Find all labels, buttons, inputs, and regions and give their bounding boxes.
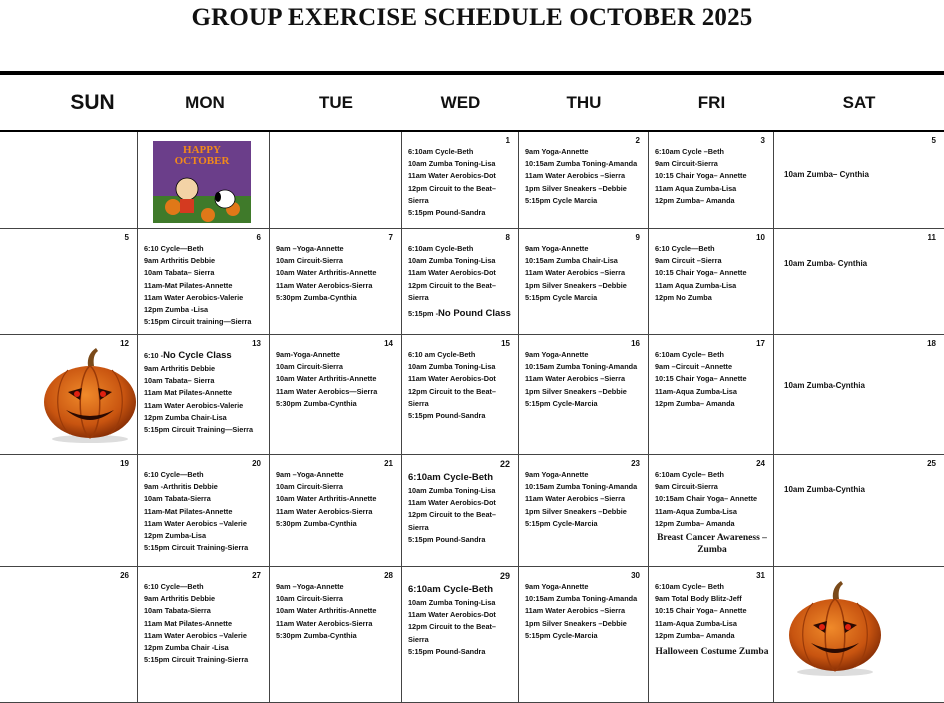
day-number: 6	[256, 233, 261, 242]
class-entry: 10am Tabata-Sierra	[144, 494, 211, 504]
day-number: 24	[756, 459, 765, 468]
class-entry: 11am Water Aerobics –Valerie	[144, 630, 247, 640]
class-entry: 9am Circuit –Sierra	[655, 256, 722, 266]
day-cell	[0, 455, 138, 567]
day-cell	[270, 455, 402, 567]
day-number: 17	[756, 339, 765, 348]
class-entry: 10am Water Arthritis-Annette	[276, 494, 377, 504]
class-entry: 11am Water Aerobics-Dot	[408, 268, 496, 278]
class-list	[408, 243, 514, 321]
class-entry: 5:30pm Zumba-Cynthia	[276, 292, 357, 302]
class-list	[525, 349, 644, 410]
day-cell	[0, 229, 138, 335]
class-entry: 11am Mat Pilates-Annette	[144, 388, 232, 398]
class-entry: 9am Yoga-Annette	[525, 582, 589, 591]
class-entry: Sierra	[408, 195, 429, 205]
class-entry: Sierra	[408, 292, 429, 302]
class-entry: 10am Zumba Toning-Lisa	[408, 362, 496, 372]
day-cell	[774, 132, 944, 229]
class-entry: 1pm Silver Sneakers –Debbie	[525, 506, 627, 516]
class-entry: 9am Circuit-Sierra	[655, 159, 718, 169]
class-entry: 12pm Zumba– Amanda	[655, 398, 735, 408]
class-entry: 10am Zumba-Cynthia	[784, 381, 865, 390]
day-number: 10	[756, 233, 765, 242]
class-entry: 5:15pm Cycle Marcia	[525, 195, 598, 205]
class-entry: 10am Zumba Toning-Lisa	[408, 486, 496, 495]
class-entry: 10am Circuit-Sierra	[276, 362, 343, 372]
day-cell	[0, 132, 138, 229]
pumpkin-icon	[40, 344, 140, 444]
class-entry: Sierra	[408, 634, 429, 644]
pumpkin-icon	[785, 577, 885, 677]
class-entry: 10:15am Zumba Toning-Amanda	[525, 482, 638, 492]
class-entry: 9am Yoga-Annette	[525, 350, 589, 359]
day-number: 12	[120, 339, 129, 348]
day-number: 8	[505, 233, 510, 242]
day-cell	[519, 567, 649, 703]
day-number: 1	[505, 136, 510, 145]
weekday-sat: SAT	[842, 93, 876, 112]
class-entry: 6:10am Cycle-Beth	[408, 244, 474, 253]
weekday-wed: WED	[440, 93, 481, 112]
class-entry: 1pm Silver Sneakers –Debbie	[525, 183, 627, 193]
class-entry: 5:15pm Circuit Training-Sierra	[144, 543, 249, 553]
class-entry: Sierra	[408, 522, 429, 532]
day-cell	[519, 455, 649, 567]
class-list	[144, 349, 265, 436]
class-time: 6:10 -	[144, 351, 164, 360]
class-entry: 10am Zumba- Cynthia	[784, 259, 868, 268]
day-cell	[649, 455, 774, 567]
day-number: 13	[252, 339, 261, 348]
day-number: 11	[927, 233, 936, 242]
class-entry: 6:10 Cycle—Beth	[144, 470, 204, 479]
class-entry: 11am Aqua Zumba-Lisa	[655, 183, 737, 193]
day-number: 21	[384, 459, 393, 468]
class-list	[276, 581, 397, 642]
class-entry: 5:15pm Circuit Training—Sierra	[144, 425, 254, 435]
day-cell	[774, 455, 944, 567]
class-entry: 11am-Aqua Zumba-Lisa	[655, 618, 737, 628]
class-entry: 10am Circuit-Sierra	[276, 594, 343, 604]
class-entry: 10am Zumba-Cynthia	[784, 485, 865, 494]
day-cell	[270, 335, 402, 455]
day-number: 3	[760, 136, 765, 145]
day-cell	[519, 229, 649, 335]
class-list	[655, 349, 769, 410]
class-entry: 10:15am Zumba Toning-Amanda	[525, 159, 638, 169]
day-cell	[138, 229, 270, 335]
class-entry: 9am Arthritis Debbie	[144, 594, 216, 604]
day-cell	[270, 229, 402, 335]
class-entry: 9am Yoga-Annette	[525, 147, 589, 156]
class-entry: 10:15am Zumba Toning-Amanda	[525, 362, 638, 372]
class-entry: 5:15pm Cycle-Marcia	[525, 398, 598, 408]
class-entry: 12pm Zumba– Amanda	[655, 195, 735, 205]
class-entry: 11am Water Aerobics –Sierra	[525, 171, 626, 181]
day-number: 2	[635, 136, 640, 145]
class-entry: 11am Water Aerobics—Sierra	[276, 386, 378, 396]
class-list	[408, 349, 514, 422]
day-number: 28	[384, 571, 393, 580]
class-entry: 9am -Arthritis Debbie	[144, 482, 218, 492]
weekday-sun: SUN	[70, 91, 115, 114]
class-entry: 12pm Circuit to the Beat–	[408, 386, 496, 396]
class-entry: 1pm Silver Sneakers –Debbie	[525, 386, 627, 396]
class-entry: 10am Water Arthritis-Annette	[276, 606, 377, 616]
day-number: 29	[499, 571, 510, 581]
day-number: 25	[927, 459, 936, 468]
class-entry: 11am Mat Pilates-Annette	[144, 618, 232, 628]
class-entry: 11am Water Aerobics –Sierra	[525, 606, 626, 616]
day-cell	[519, 132, 649, 229]
page-title: GROUP EXERCISE SCHEDULE OCTOBER 2025	[191, 4, 753, 31]
class-entry: 6:10 Cycle—Beth	[144, 582, 204, 591]
class-list	[655, 469, 769, 556]
class-entry: 11am Water Aerobics-Sierra	[276, 280, 373, 290]
day-number: 5	[124, 233, 129, 242]
class-list	[144, 469, 265, 554]
class-entry: 6:10am Cycle-Beth	[408, 147, 474, 156]
class-entry: 11am Water Aerobics-Valerie	[144, 400, 244, 410]
weekday-thu: THU	[566, 93, 602, 112]
class-entry: 11am Water Aerobics –Sierra	[525, 268, 626, 278]
day-cell	[138, 455, 270, 567]
class-entry: 6:10am Cycle– Beth	[655, 470, 724, 479]
day-number: 20	[252, 459, 261, 468]
class-entry: 12pm Circuit to the Beat–	[408, 280, 496, 290]
class-entry: 5:15pm Cycle-Marcia	[525, 518, 598, 528]
day-cell	[519, 335, 649, 455]
class-entry: Sierra	[408, 398, 429, 408]
class-entry: 10am Zumba Toning-Lisa	[408, 159, 496, 169]
class-entry: 11am Water Aerobics-Dot	[408, 610, 496, 620]
weekday-header	[0, 76, 944, 130]
class-list	[276, 469, 397, 530]
class-list	[276, 243, 397, 304]
class-entry: 9am –Yoga-Annette	[276, 470, 344, 479]
class-entry: 10am Tabata-Sierra	[144, 606, 211, 616]
class-list	[525, 146, 644, 207]
class-entry: 9am Arthritis Debbie	[144, 256, 216, 266]
day-number: 31	[756, 571, 765, 580]
class-entry: 10am Water Arthritis-Annette	[276, 374, 377, 384]
special-event-note: Breast Cancer Awareness –Zumba	[657, 533, 767, 556]
special-event-note: Halloween Costume Zumba	[655, 647, 769, 658]
calendar-grid	[0, 132, 944, 703]
class-entry: 12pm Zumba Chair -Lisa	[144, 643, 229, 653]
day-cell	[402, 229, 519, 335]
class-entry: 5:15pm Cycle-Marcia	[525, 630, 598, 640]
day-cell	[402, 132, 519, 229]
class-list	[525, 581, 644, 642]
day-cell	[649, 132, 774, 229]
class-entry: 12pm Zumba-Lisa	[144, 531, 207, 541]
class-entry: 11am Water Aerobics-Dot	[408, 171, 496, 181]
class-entry: 12pm Zumba Chair-Lisa	[144, 412, 227, 422]
day-number: 27	[252, 571, 261, 580]
day-cell	[138, 335, 270, 455]
class-entry: 5:15pm Cycle Marcia	[525, 292, 598, 302]
class-entry: 12pm Zumba– Amanda	[655, 518, 735, 528]
class-entry	[144, 349, 265, 363]
day-number: 15	[501, 339, 510, 348]
class-entry: 9am Circuit-Sierra	[655, 482, 718, 492]
day-number: 16	[631, 339, 640, 348]
class-entry: 11am Water Aerobics-Valerie	[144, 292, 244, 302]
class-time: 5:15pm -	[408, 309, 439, 319]
happy-october-text: OCTOBER	[174, 155, 230, 167]
class-list	[408, 583, 514, 658]
class-entry: 11am Water Aerobics –Valerie	[144, 518, 247, 528]
class-entry: 5:30pm Zumba-Cynthia	[276, 630, 357, 640]
weekday-tue: TUE	[319, 93, 353, 112]
class-list	[655, 243, 769, 304]
day-cell	[402, 567, 519, 703]
cancel-notice: No Pound Class	[438, 308, 511, 320]
class-entry: 6:10am Cycle –Beth	[655, 147, 724, 156]
class-entry: 1pm Silver Sneakers –Debbie	[525, 280, 627, 290]
class-entry: 11am Water Aerobics-Sierra	[276, 618, 373, 628]
class-entry: 10am Tabata– Sierra	[144, 376, 215, 386]
class-entry: 9am –Yoga-Annette	[276, 244, 344, 253]
weekday-mon: MON	[185, 93, 225, 112]
class-entry: 10am Zumba Toning-Lisa	[408, 598, 496, 607]
day-cell	[649, 335, 774, 455]
class-entry: 12pm Zumba -Lisa	[144, 305, 209, 315]
day-number: 7	[388, 233, 393, 242]
class-entry: 6:10 am Cycle-Beth	[408, 350, 476, 359]
class-entry: 5:15pm Pound-Sandra	[408, 208, 486, 218]
class-entry: 11am Water Aerobics –Sierra	[525, 494, 626, 504]
happy-october-text: HAPPY	[183, 144, 221, 156]
header-rule	[0, 71, 944, 75]
day-cell	[649, 229, 774, 335]
class-entry: 5:30pm Zumba-Cynthia	[276, 518, 357, 528]
cancel-notice: No Cycle Class	[163, 350, 232, 361]
class-entry: 10am Zumba Toning-Lisa	[408, 256, 496, 266]
day-number: 22	[499, 459, 510, 469]
class-entry: 11am Water Aerobics-Sierra	[276, 506, 373, 516]
class-entry: 9am –Yoga-Annette	[276, 582, 344, 591]
class-entry: 11am-Aqua Zumba-Lisa	[655, 506, 737, 516]
class-entry: 6:10 Cycle—Beth	[144, 244, 204, 253]
day-cell	[402, 455, 519, 567]
class-entry: 11am Aqua Zumba-Lisa	[655, 280, 737, 290]
class-entry: 9am-Yoga-Annette	[276, 350, 340, 359]
class-list	[408, 471, 514, 546]
class-entry: 9am Yoga-Annette	[525, 244, 589, 253]
class-entry: 9am Total Body Blitz-Jeff	[655, 594, 742, 604]
class-entry: 5:15pm Circuit Training-Sierra	[144, 655, 249, 665]
day-cell	[649, 567, 774, 703]
class-entry: 11am-Mat Pilates-Annette	[144, 280, 233, 290]
day-cell	[0, 567, 138, 703]
class-entry: 11am-Aqua Zumba-Lisa	[655, 386, 737, 396]
class-entry: 9am –Circuit –Annette	[655, 362, 733, 372]
class-entry: 11am Water Aerobics –Sierra	[525, 374, 626, 384]
day-cell	[774, 335, 944, 455]
class-entry: 12pm Circuit to the Beat–	[408, 510, 496, 520]
day-number: 14	[384, 339, 393, 348]
day-cell	[270, 132, 402, 229]
day-number: 5	[931, 136, 936, 145]
class-entry: 10am Circuit-Sierra	[276, 482, 343, 492]
class-entry: 5:15pm Pound-Sandra	[408, 411, 486, 421]
class-entry: 10:15am Zumba Toning-Amanda	[525, 594, 638, 604]
day-cell	[270, 567, 402, 703]
class-entry: 6:10am Cycle– Beth	[655, 350, 724, 359]
class-entry: 10am Tabata– Sierra	[144, 268, 215, 278]
class-list	[655, 146, 769, 207]
day-cell	[402, 335, 519, 455]
class-entry: 10am Zumba– Cynthia	[784, 170, 869, 179]
class-entry: 9am Arthritis Debbie	[144, 364, 216, 373]
class-entry: 5:15pm Circuit training—Sierra	[144, 317, 252, 327]
class-list	[276, 349, 397, 410]
class-entry: 6:10am Cycle– Beth	[655, 582, 724, 591]
class-entry: 1pm Silver Sneakers –Debbie	[525, 618, 627, 628]
class-entry: 5:30pm Zumba-Cynthia	[276, 398, 357, 408]
day-number: 19	[120, 459, 129, 468]
class-entry: 5:15pm Pound-Sandra	[408, 646, 486, 656]
class-entry: 12pm Zumba– Amanda	[655, 630, 735, 640]
class-entry: 12pm No Zumba	[655, 292, 712, 302]
class-entry: 5:15pm Pound-Sandra	[408, 534, 486, 544]
class-entry: 10:15am Chair Yoga– Annette	[655, 494, 758, 504]
class-entry: 6:10 Cycle—Beth	[655, 244, 715, 253]
class-entry: 10:15 Chair Yoga– Annette	[655, 268, 747, 278]
weekday-fri: FRI	[697, 93, 726, 112]
class-entry: 11am Water Aerobics-Dot	[408, 374, 496, 384]
class-list	[144, 243, 265, 328]
day-number: 26	[120, 571, 129, 580]
class-list	[655, 581, 769, 658]
day-number: 30	[631, 571, 640, 580]
day-number: 23	[631, 459, 640, 468]
day-cell	[138, 567, 270, 703]
class-entry: 9am Yoga-Annette	[525, 470, 589, 479]
day-cell	[774, 229, 944, 335]
class-entry: 10:15 Chair Yoga– Annette	[655, 606, 747, 616]
class-entry: 12pm Circuit to the Beat–	[408, 622, 496, 632]
class-entry: 10am Water Arthritis-Annette	[276, 268, 377, 278]
class-entry: 11am-Mat Pilates-Annette	[144, 506, 233, 516]
class-list	[525, 469, 644, 530]
class-entry: 10:15 Chair Yoga– Annette	[655, 171, 747, 181]
class-list	[144, 581, 265, 666]
class-entry: 12pm Circuit to the Beat–	[408, 183, 496, 193]
class-entry: 11am Water Aerobics-Dot	[408, 498, 496, 508]
class-entry: 10:15am Zumba Chair-Lisa	[525, 256, 618, 266]
day-number: 9	[635, 233, 640, 242]
class-list	[525, 243, 644, 304]
class-entry: 6:10am Cycle-Beth	[408, 584, 494, 595]
class-entry: 6:10am Cycle-Beth	[408, 472, 494, 483]
class-entry	[408, 307, 514, 321]
class-list	[408, 146, 514, 219]
class-entry: 10am Circuit-Sierra	[276, 256, 343, 266]
day-number: 18	[927, 339, 936, 348]
class-entry: 10:15 Chair Yoga– Annette	[655, 374, 747, 384]
